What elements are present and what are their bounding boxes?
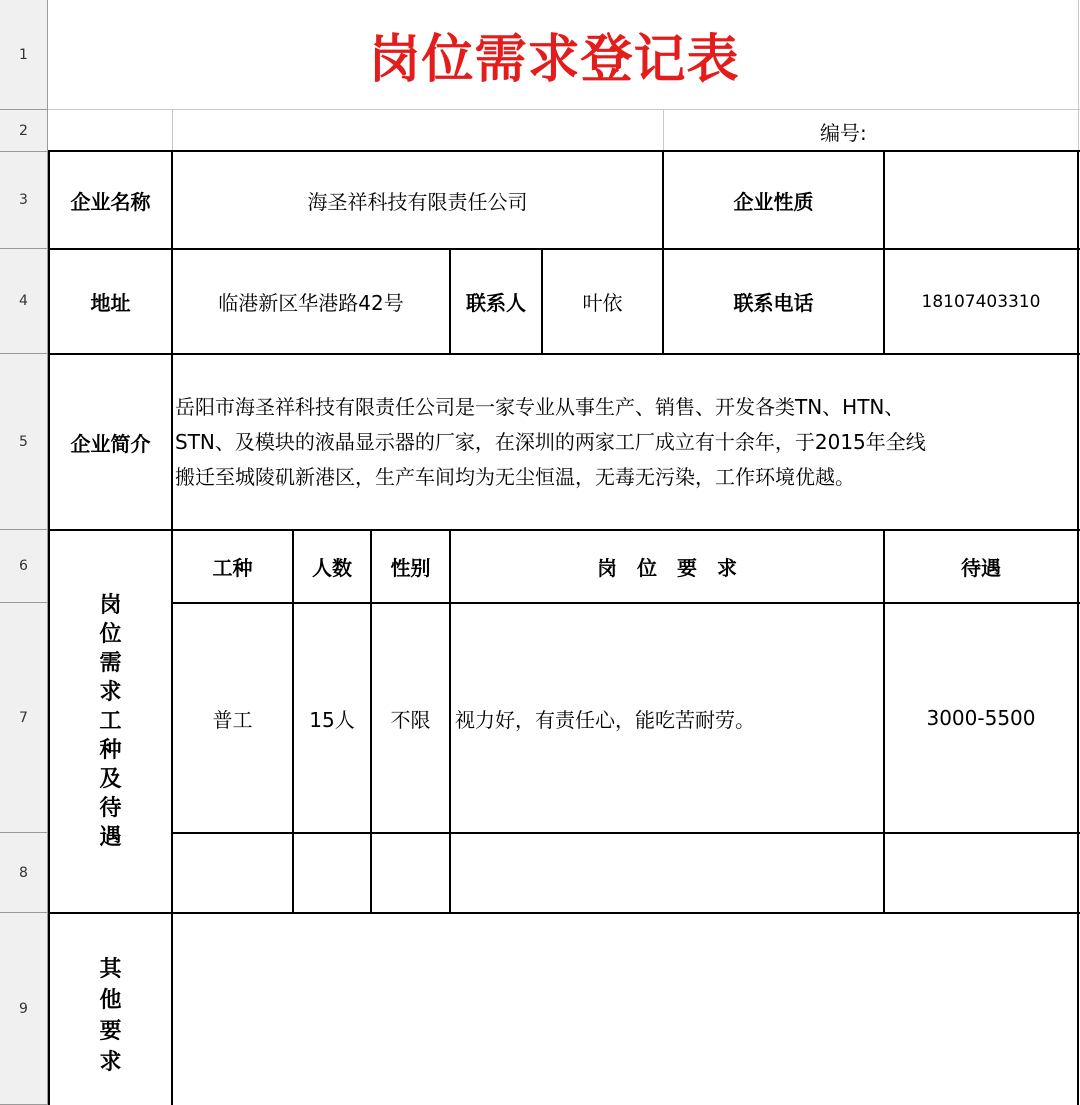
jobs-label-char: 遇	[99, 825, 122, 850]
jobs-label-char: 待	[99, 796, 122, 821]
intro-line-3: 搬迁至城陵矶新港区，生产车间均为无尘恒温，无毒无污染，工作环境优越。	[175, 464, 855, 489]
pay-header: 待遇	[961, 556, 1001, 580]
row-number-8: 8	[0, 833, 48, 913]
headcount-cell: 15人	[309, 707, 355, 732]
other-label-char: 其	[99, 957, 122, 982]
row-number-3: 3	[0, 152, 48, 249]
row-number-5: 5	[0, 354, 48, 530]
other-label-char: 他	[99, 988, 122, 1013]
jobs-label-char: 岗	[99, 593, 122, 618]
row-number-2: 2	[0, 110, 48, 152]
requirements-header: 岗 位 要 求	[597, 556, 737, 580]
jobs-label-char: 位	[99, 622, 122, 647]
jobs-label-char: 种	[99, 738, 122, 763]
intro-line-2: STN、及模块的液晶显示器的厂家，在深圳的两家工厂成立有十余年，于2015年全线	[175, 429, 926, 454]
other-label-char: 要	[99, 1019, 122, 1044]
page-title: 岗位需求登记表	[368, 29, 740, 90]
intro-line-1: 岳阳市海圣祥科技有限责任公司是一家专业从事生产、销售、开发各类TN、HTN、	[175, 394, 905, 419]
jobs-label-char: 工	[99, 709, 122, 734]
job-type-cell: 普工	[212, 707, 253, 732]
requirements-cell: 视力好，有责任心，能吃苦耐劳。	[455, 707, 755, 732]
headcount-header: 人数	[312, 556, 352, 580]
row-number-6: 6	[0, 530, 48, 603]
company-name-label: 企业名称	[70, 189, 151, 214]
pay-cell: 3000-5500	[926, 706, 1036, 730]
gender-cell: 不限	[390, 707, 431, 732]
jobs-label-char: 需	[99, 651, 122, 676]
contact-person-label: 联系人	[466, 291, 526, 315]
address-label: 地址	[90, 291, 131, 315]
other-label-char: 求	[99, 1050, 122, 1075]
company-intro-text	[175, 355, 1075, 529]
gender-header: 性别	[390, 556, 431, 580]
row-number-7: 7	[0, 603, 48, 833]
serial-number-label: 编号:	[820, 120, 867, 145]
job-type-header: 工种	[212, 556, 253, 580]
company-nature-label: 企业性质	[733, 189, 814, 214]
company-nature-value	[885, 152, 1077, 248]
row-number-4: 4	[0, 249, 48, 354]
contact-phone-value: 18107403310	[921, 291, 1041, 312]
address-value: 临港新区华港路42号	[218, 291, 404, 315]
jobs-label-char: 求	[99, 680, 122, 705]
contact-phone-label: 联系电话	[733, 291, 814, 315]
company-name-value: 海圣祥科技有限责任公司	[307, 189, 528, 214]
jobs-section-label	[50, 531, 171, 912]
company-intro-label: 企业简介	[70, 431, 151, 456]
jobs-label-char: 及	[99, 767, 122, 792]
row-number-1: 1	[0, 0, 48, 110]
contact-person-value: 叶依	[582, 291, 623, 315]
row-number-9: 9	[0, 913, 48, 1105]
other-requirements-label	[50, 914, 171, 1105]
